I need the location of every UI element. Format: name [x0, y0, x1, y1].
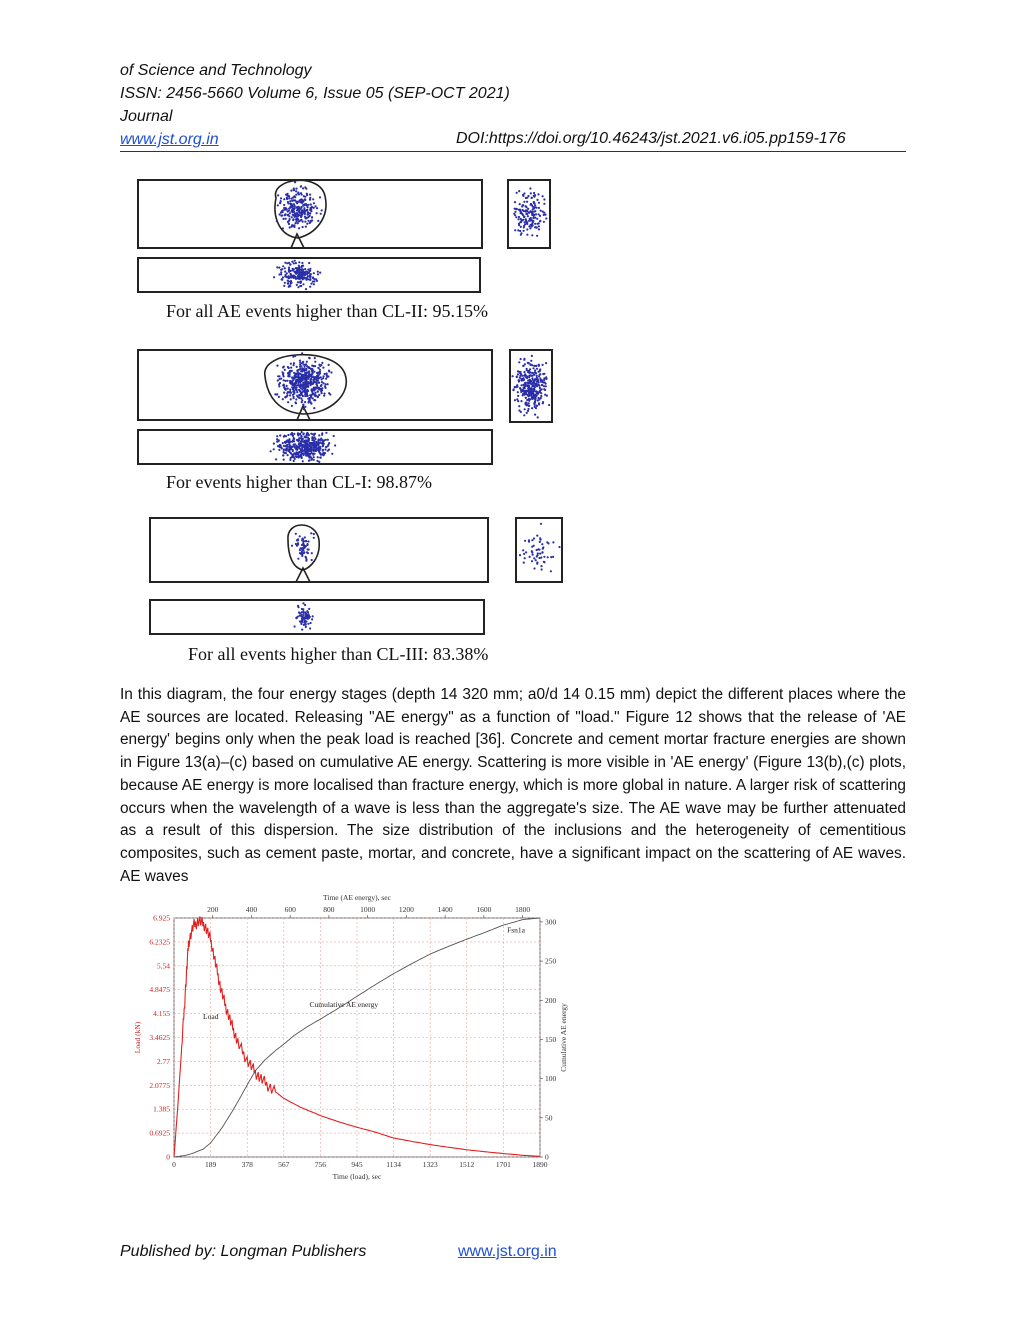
panel-cl-iii	[150, 518, 562, 634]
caption-cl-ii: For all AE events higher than CL-II: 95.15%	[166, 301, 488, 321]
top-tick-label: 400	[245, 905, 258, 914]
x-tick-label: 756	[314, 1160, 327, 1169]
x-tick-label: 1701	[495, 1160, 511, 1169]
top-tick-label: 1600	[476, 905, 492, 914]
top-axis-title: Time (AE energy), sec	[323, 893, 391, 902]
header-website-link[interactable]: www.jst.org.in	[120, 131, 219, 148]
y-left-tick-label: 6.2325	[149, 937, 170, 947]
journal-label: Journal	[120, 108, 173, 125]
annotation-fsn1a: Fsn1a	[507, 925, 526, 935]
x-tick-label: 567	[278, 1160, 290, 1169]
panel-cl-ii	[138, 180, 550, 292]
top-tick-label: 1000	[360, 905, 376, 914]
body-paragraph: In this diagram, the four energy stages (depth 14 320 mm; a0/d 14 0.15 mm) depict the different places where the AE sources are located. Releasing "AE energy" as a function of "load." Figure 12 shows that the release of 'AE energy' begins only when the peak load is reached [36]. Concrete and cement mortar fracture energies are shown in Figure 13(a)–(c) based on cumulative AE energy. Scattering is more visible in 'AE energy' (Figure 13(b),(c) plots, because AE energy is more localised than fracture energy, which is more global in nature. A larger risk of scattering occurs when the wavelength of a wave is less than the aggregate's size. The AE wave may be further attenuated as a result of this dispersion. The size distribution of the inclusions and the heterogeneity of cementitious composites, such as cement paste, mortar, and concrete, have a significant impact on the scattering of AE waves. AE waves	[120, 686, 906, 885]
caption-cl-i: For events higher than CL-I: 98.87%	[166, 472, 432, 492]
x-tick-label: 1134	[386, 1160, 401, 1169]
x-tick-label: 189	[204, 1160, 217, 1169]
y-right-tick-label: 150	[545, 1034, 557, 1044]
x-tick-label: 1890	[532, 1160, 548, 1169]
panel-cl-i	[138, 350, 552, 464]
x-tick-label: 1323	[422, 1160, 438, 1169]
top-tick-label: 1800	[515, 905, 531, 914]
y-right-tick-label: 50	[545, 1113, 553, 1123]
caption-cl-iii: For all events higher than CL-III: 83.38%	[188, 644, 489, 664]
y-left-tick-label: 4.8475	[149, 985, 170, 995]
y-left-tick-label: 2.0775	[149, 1080, 170, 1090]
top-tick-label: 800	[323, 905, 335, 914]
issn-line: ISSN: 2456-5660 Volume 6, Issue 05 (SEP-OCT 2021)	[120, 85, 510, 102]
y-left-tick-label: 3.4625	[149, 1033, 170, 1042]
y-right-tick-label: 300	[545, 917, 557, 927]
x-tick-label: 0	[172, 1160, 176, 1169]
x-tick-label: 945	[351, 1160, 363, 1169]
y-right-tick-label: 250	[545, 956, 557, 966]
doi-text: DOI:https://doi.org/10.46243/jst.2021.v6.i05.pp159-176	[456, 130, 846, 147]
journal-title: of Science and Technology	[120, 62, 312, 79]
y-left-tick-label: 6.925	[153, 913, 170, 923]
y-left-tick-label: 2.77	[156, 1056, 170, 1066]
x-axis-title: Time (load), sec	[332, 1172, 382, 1181]
top-tick-label: 1400	[437, 905, 453, 914]
y-left-tick-label: 0	[166, 1152, 170, 1162]
y-left-tick-label: 0.6925	[149, 1128, 170, 1138]
y-left-tick-label: 5.54	[156, 961, 170, 971]
y-left-tick-label: 1.385	[153, 1104, 170, 1114]
top-tick-label: 1200	[398, 905, 414, 914]
y-right-tick-label: 200	[545, 995, 557, 1005]
y-right-tick-label: 100	[545, 1074, 557, 1084]
load-ae-energy-chart	[126, 890, 576, 1190]
top-tick-label: 600	[284, 905, 296, 914]
y-left-tick-label: 4.155	[153, 1009, 170, 1019]
top-tick-label: 200	[207, 905, 219, 914]
ae-location-figure	[120, 168, 580, 668]
annotation-load: Load	[203, 1011, 219, 1021]
y-left-axis-title: Load (kN)	[133, 1021, 142, 1054]
footer-publisher: Published by: Longman Publishers	[120, 1243, 367, 1260]
x-tick-label: 1512	[459, 1160, 475, 1169]
chart-svg	[126, 890, 576, 1190]
y-right-axis-title: Cumulative AE energy	[559, 1003, 568, 1072]
plot-area	[174, 918, 540, 1157]
x-tick-label: 378	[241, 1160, 253, 1169]
y-right-tick-label: 0	[545, 1152, 549, 1162]
header-divider	[120, 151, 906, 152]
annotation-cumulative-ae-energy: Cumulative AE energy	[309, 999, 379, 1009]
ae-location-graphic	[120, 168, 580, 668]
footer-website-link[interactable]: www.jst.org.in	[458, 1243, 557, 1260]
